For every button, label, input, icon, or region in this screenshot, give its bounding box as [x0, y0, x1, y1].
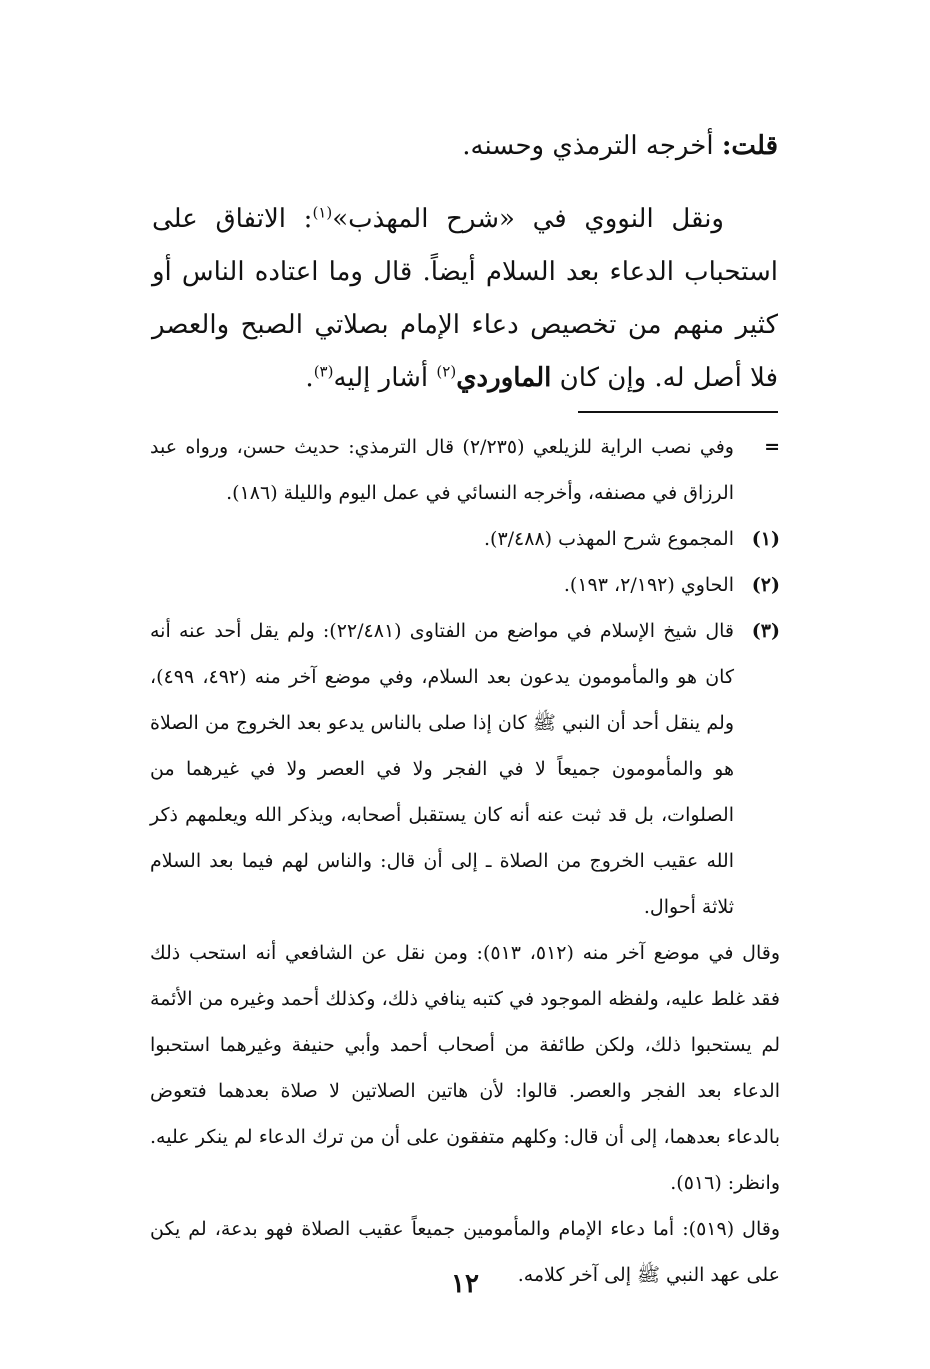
footnote-3 — [150, 608, 780, 930]
footnotes-section — [150, 424, 780, 1298]
main-paragraph-1 — [152, 120, 778, 173]
footnote-3-text: قال شيخ الإسلام في مواضع من الفتاوى (٢٢/٤٨١): ولم يقل أحد عنه أنه كان هو والمأمومون يدعون بعد السلام، وفي موضع آخر منه (٤٩٢، ٤٩٩)، ولم ينقل أحد أن النبي ﷺ كان إذا صلى بالناس يدعو بعد الخروج من الصلاة هو والمأمومون جميعاً لا في الفجر ولا في العصر ولا في غيرهما من الصلوات، بل قد ثبت عنه أنه كان يستقبل أصحابه، ويذكر الله ويعلمهم ذكر الله عقيب الخروج من الصلاة ـ إلى أن قال: والناس لهم فيما بعد السلام ثلاثة أحوال. — [150, 620, 735, 918]
page-number: ١٢ — [451, 1269, 479, 1299]
continuation-text: وفي نصب الراية للزيلعي (٢/٢٣٥) قال الترمذي: حديث حسن، ورواه عبد الرزاق في مصنفه، وأخرجه النسائي في عمل اليوم والليلة (١٨٦). — [150, 436, 734, 504]
footnote-ref-3[interactable]: (٣) — [313, 362, 334, 381]
footnote-1 — [150, 516, 780, 562]
footnote-3-paragraph-2: وقال في موضع آخر منه (٥١٢، ٥١٣): ومن نقل عن الشافعي أنه استحب ذلك فقد غلط عليه، ولفظه الموجود في كتبه ينافي ذلك، وكذلك أحمد وغيره من الأئمة لم يستحبوا ذلك، ولكن طائفة من أصحاب أحمد وأبي حنيفة وغيرهما استحبوا الدعاء بعد الفجر والعصر. قالوا: لأن هاتين الصلاتين لا صلاة بعدهما فتعوض بالدعاء بعدهما، إلى أن قال: وكلهم متفقون على أن من ترك الدعاء لم ينكر عليه. وانظر: (٥١٦). — [150, 942, 781, 1194]
footnote-1-marker: (١) — [751, 528, 780, 550]
main-paragraph-2-part-c: أشار إليه — [333, 363, 437, 393]
footnote-2-marker: (٢) — [751, 574, 780, 596]
footnote-separator — [578, 411, 778, 413]
qultu-lead: قلت: — [721, 131, 778, 161]
mawardi-name: الماوردي — [456, 363, 552, 393]
main-paragraph-2-part-b: : الاتفاق على استحباب الدعاء بعد السلام أيضاً. قال وما اعتاده الناس أو كثير منهم من تخصيص دعاء الإمام بصلاتي الصبح والعصر فلا أصل له. وإن كان — [152, 204, 778, 393]
main-paragraph-2 — [152, 193, 778, 405]
footnote-3-marker: (٣) — [751, 620, 780, 642]
footnote-3-paragraph-3: وقال (٥١٩): أما دعاء الإمام والمأمومين جميعاً عقيب الصلاة فهو بدعة، لم يكن على عهد النبي ﷺ إلى آخر كلامه. — [150, 1218, 780, 1286]
footnote-2 — [150, 562, 780, 608]
footnote-continuation — [150, 424, 780, 516]
main-paragraph-2-part-a: ونقل النووي في «شرح المهذب» — [332, 204, 724, 234]
main-paragraph-1-text: أخرجه الترمذي وحسنه. — [462, 131, 722, 161]
footnote-2-text: الحاوي (٢/١٩٢، ١٩٣). — [563, 574, 734, 596]
main-paragraph-2-end: . — [305, 363, 314, 393]
main-text — [152, 120, 778, 405]
footnote-ref-1[interactable]: (١) — [312, 203, 333, 222]
footnote-1-text: المجموع شرح المهذب (٣/٤٨٨). — [483, 528, 734, 550]
footnote-ref-2[interactable]: (٢) — [436, 362, 457, 381]
continuation-marker: = — [764, 436, 780, 458]
